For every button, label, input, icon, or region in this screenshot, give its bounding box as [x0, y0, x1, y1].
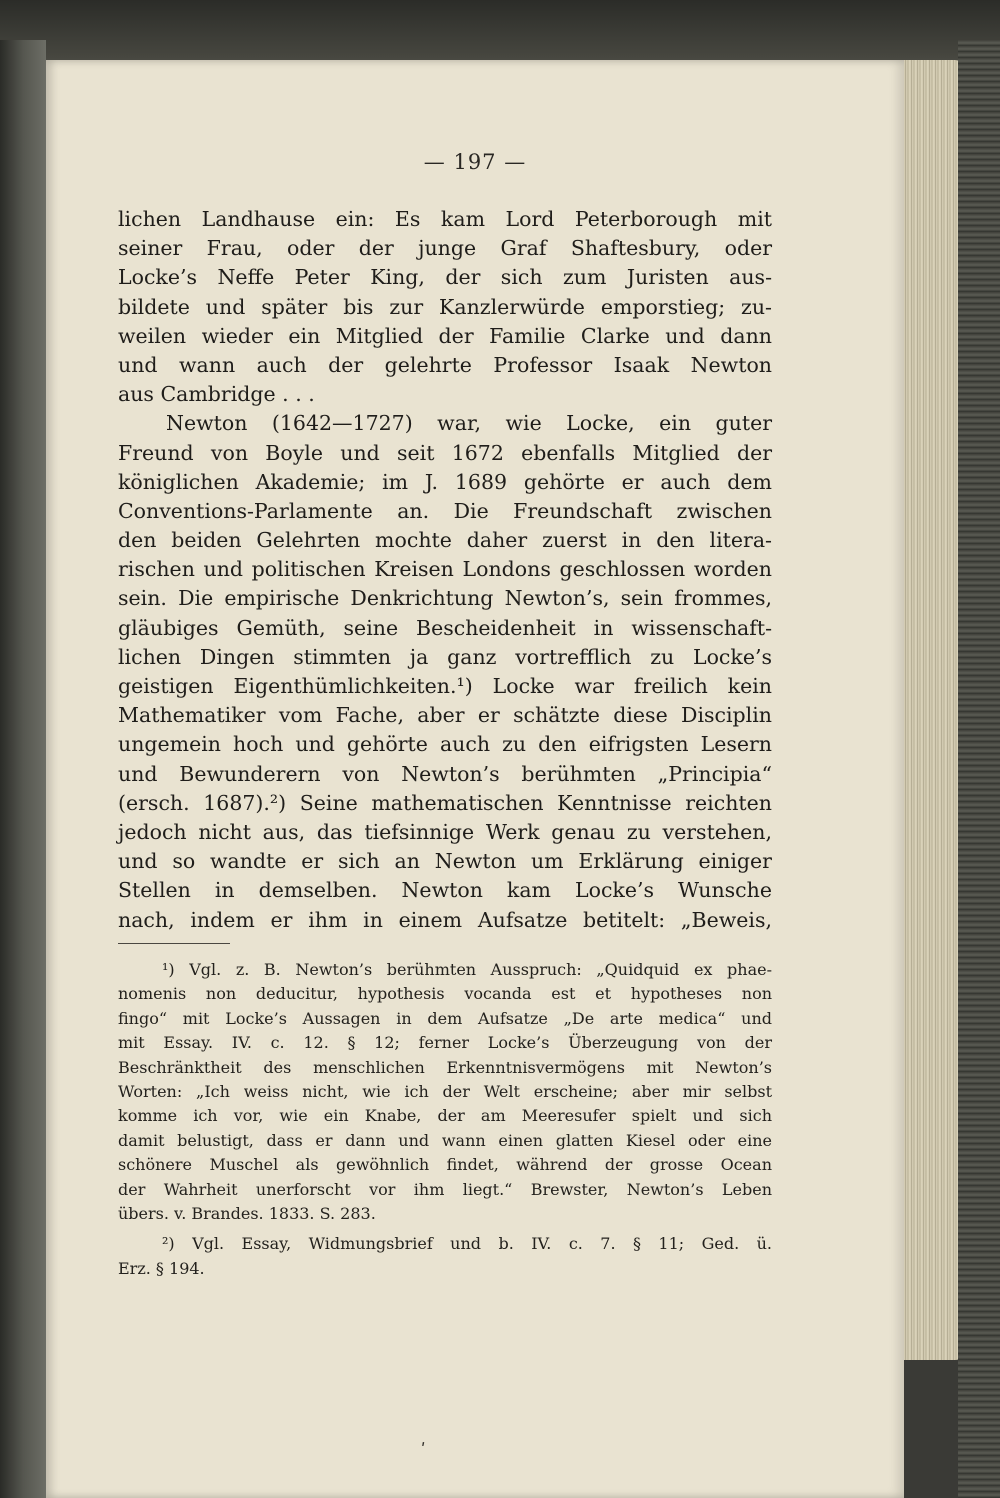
book-binding-left — [0, 40, 46, 1498]
footnote-line: damit belustigt, dass er dann und wann einen glatten Kiesel oder eine — [118, 1130, 772, 1150]
footnote-line: nomenis non deducitur, hypothesis vocanda est et hypotheses non — [118, 984, 772, 1004]
footnotes — [118, 958, 772, 1281]
page-number: — 197 — — [423, 150, 527, 174]
footnote-line: ²) Vgl. Essay, Widmungsbrief und b. IV. c. 7. § 11; Ged. ü. — [162, 1234, 772, 1254]
footnote-line: komme ich vor, wie ein Knabe, der am Meeresufer spielt und sich — [118, 1106, 772, 1126]
text-line: und Bewunderern von Newton’s berühmten „Principia“ — [118, 761, 772, 786]
text-line: rischen und politischen Kreisen Londons geschlossen worden — [118, 557, 772, 582]
footnote-line: Erz. § 194. — [118, 1258, 205, 1278]
page-edges — [900, 60, 965, 1360]
text-line: und so wandte er sich an Newton um Erklärung einiger — [118, 849, 772, 874]
footnote-line: übers. v. Brandes. 1833. S. 283. — [118, 1203, 376, 1223]
footnote-line: mit Essay. IV. c. 12. § 12; ferner Locke’s Überzeugung von der — [118, 1033, 772, 1053]
text-line: königlichen Akademie; im J. 1689 gehörte er auch dem — [118, 469, 772, 494]
footnote-line: der Wahrheit unerforscht vor ihm liegt.“ Brewster, Newton’s Leben — [118, 1179, 772, 1199]
text-line: Conventions-Parlamente an. Die Freundschaft zwischen — [118, 498, 772, 523]
text-line: und wann auch der gelehrte Professor Isaak Newton — [118, 352, 772, 377]
text-line: aus Cambridge . . . — [118, 382, 315, 407]
text-line: geistigen Eigenthümlichkeiten.¹) Locke war freilich kein — [118, 674, 772, 698]
text-line: bildete und später bis zur Kanzlerwürde emporstieg; zu- — [118, 294, 772, 319]
text-line: Locke’s Neffe Peter King, der sich zum Juristen aus- — [118, 265, 772, 290]
text-line: lichen Dingen stimmten ja ganz vortrefflich zu Locke’s — [118, 644, 772, 669]
printer-mark: ʹ — [421, 1440, 426, 1459]
text-line: Freund von Boyle und seit 1672 ebenfalls Mitglied der — [118, 440, 772, 465]
text-line: nach, indem er ihm in einem Aufsatze betitelt: „Beweis, — [118, 907, 772, 932]
footnote-line: fingo“ mit Locke’s Aussagen in dem Aufsatze „De arte medica“ und — [118, 1008, 772, 1028]
text-line: Mathematiker vom Fache, aber er schätzte diese Disciplin — [118, 703, 772, 728]
text-line: gläubiges Gemüth, seine Bescheidenheit in wissenschaft- — [118, 615, 772, 640]
footnote-line: Beschränktheit des menschlichen Erkenntnisvermögens mit Newton’s — [118, 1057, 772, 1077]
text-line: den beiden Gelehrten mochte daher zuerst in den litera- — [118, 528, 772, 553]
body-text — [118, 205, 772, 935]
text-line: sein. Die empirische Denkrichtung Newton’s, sein frommes, — [118, 586, 772, 611]
text-line: (ersch. 1687).²) Seine mathematischen Kenntnisse reichten — [118, 790, 772, 815]
text-line: Newton (1642—1727) war, wie Locke, ein guter — [166, 411, 772, 436]
text-line: ungemein hoch und gehörte auch zu den eifrigsten Lesern — [118, 732, 772, 757]
footnote-line: Worten: „Ich weiss nicht, wie ich der Welt erscheine; aber mir selbst — [118, 1081, 772, 1101]
book-cover-right — [958, 40, 1000, 1498]
footnote-line: schönere Muschel als gewöhnlich findet, während der grosse Ocean — [118, 1155, 772, 1175]
text-line: lichen Landhause ein: Es kam Lord Peterborough mit — [118, 207, 772, 231]
text-line: seiner Frau, oder der junge Graf Shaftesbury, oder — [118, 236, 772, 261]
footnote-divider — [118, 943, 230, 944]
text-line: jedoch nicht aus, das tiefsinnige Werk genau zu verstehen, — [118, 819, 772, 844]
text-line: Stellen in demselben. Newton kam Locke’s Wunsche — [118, 878, 772, 903]
footnote-line: ¹) Vgl. z. B. Newton’s berühmten Ausspruch: „Quidquid ex phae- — [162, 960, 772, 979]
book-page — [46, 60, 904, 1498]
text-line: weilen wieder ein Mitglied der Familie Clarke und dann — [118, 323, 772, 348]
